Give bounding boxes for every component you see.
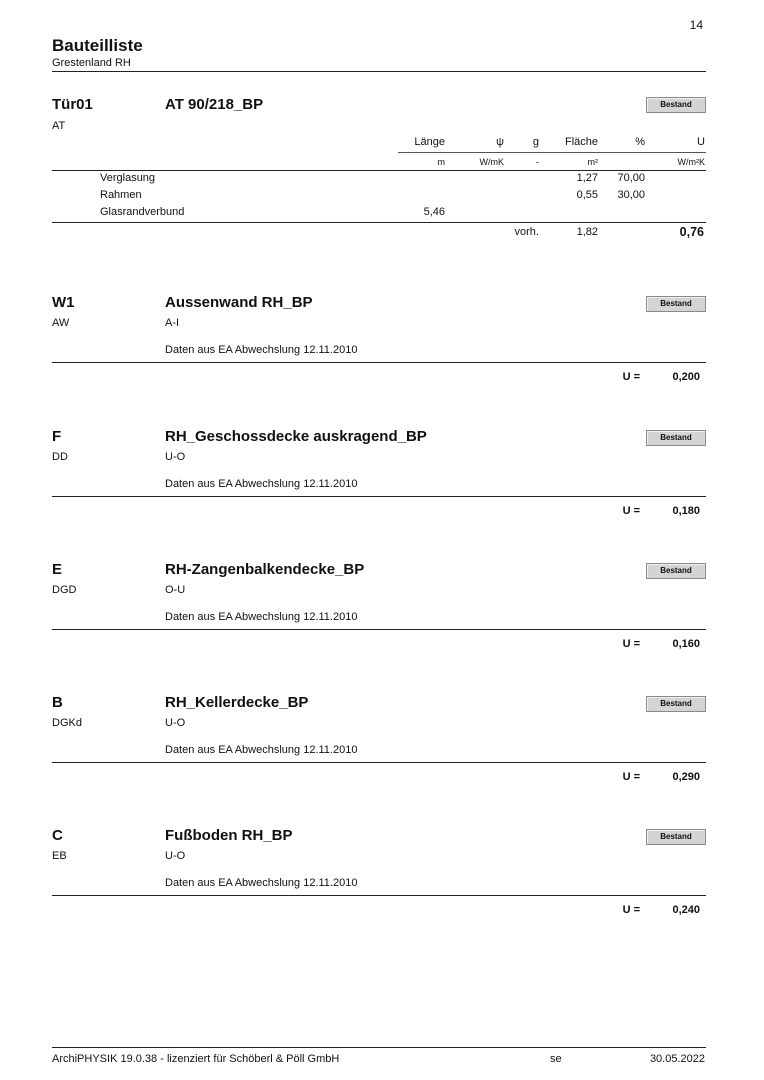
row-percent: 30,00 xyxy=(617,189,645,201)
row-label: Glasrandverbund xyxy=(100,206,185,218)
col-header-psi: ψ xyxy=(496,136,504,148)
u-label: U = xyxy=(622,771,640,783)
status-badge[interactable]: Bestand xyxy=(646,430,706,446)
u-label: U = xyxy=(622,638,640,650)
component-direction: U-O xyxy=(165,717,186,729)
component-type: DGKd xyxy=(52,717,82,729)
row-label: Rahmen xyxy=(100,189,142,201)
component-section xyxy=(52,294,706,394)
unit-g: - xyxy=(536,157,539,167)
u-value: 0,290 xyxy=(672,771,700,783)
component-section xyxy=(52,827,706,927)
u-label: U = xyxy=(622,371,640,383)
component-code: B xyxy=(52,694,63,711)
row-percent: 70,00 xyxy=(617,172,645,184)
row-label: Verglasung xyxy=(100,172,156,184)
page-number: 14 xyxy=(689,18,703,32)
table-total-divider xyxy=(52,222,706,223)
component-code: W1 xyxy=(52,294,75,311)
component-name: RH_Kellerdecke_BP xyxy=(165,694,309,711)
unit-laenge: m xyxy=(437,157,445,167)
total-u-value: 0,76 xyxy=(679,225,704,239)
component-direction: U-O xyxy=(165,451,186,463)
status-badge[interactable]: Bestand xyxy=(646,829,706,845)
component-direction: O-U xyxy=(165,584,186,596)
component-section xyxy=(52,428,706,528)
component-name: Fußboden RH_BP xyxy=(165,827,293,844)
project-name: Grestenland RH xyxy=(52,57,131,69)
column-header-divider xyxy=(398,152,706,153)
row-flaeche: 0,55 xyxy=(576,189,598,201)
data-source: Daten aus EA Abwechslung 12.11.2010 xyxy=(165,344,358,356)
data-source: Daten aus EA Abwechslung 12.11.2010 xyxy=(165,478,358,490)
component-name: RH_Geschossdecke auskragend_BP xyxy=(165,428,427,445)
component-type: AT xyxy=(52,120,66,132)
u-value: 0,160 xyxy=(672,638,700,650)
component-code: F xyxy=(52,428,62,445)
row-laenge: 5,46 xyxy=(423,206,445,218)
status-badge[interactable]: Bestand xyxy=(646,563,706,579)
component-code: C xyxy=(52,827,63,844)
u-value: 0,200 xyxy=(672,371,700,383)
footer-divider xyxy=(52,1047,706,1048)
component-type: DGD xyxy=(52,584,77,596)
status-badge[interactable]: Bestand xyxy=(646,296,706,312)
data-source: Daten aus EA Abwechslung 12.11.2010 xyxy=(165,744,358,756)
table-header-divider xyxy=(52,170,706,171)
page-title: Bauteilliste xyxy=(52,36,143,55)
total-flaeche: 1,82 xyxy=(576,226,598,238)
col-header-flaeche: Fläche xyxy=(564,136,598,148)
unit-psi: W/mK xyxy=(479,157,504,167)
col-header-percent: % xyxy=(635,136,645,148)
component-name: AT 90/218_BP xyxy=(165,96,264,113)
component-type: EB xyxy=(52,850,67,862)
component-code: Tür01 xyxy=(52,96,93,113)
footer-date: 30.05.2022 xyxy=(649,1053,705,1065)
component-direction: U-O xyxy=(165,850,186,862)
u-label: U = xyxy=(622,505,640,517)
section-divider xyxy=(52,762,706,763)
component-name: Aussenwand RH_BP xyxy=(165,294,313,311)
row-flaeche: 1,27 xyxy=(576,172,598,184)
total-label: vorh. xyxy=(514,226,539,238)
section-divider xyxy=(52,496,706,497)
status-badge[interactable]: Bestand xyxy=(646,696,706,712)
data-source: Daten aus EA Abwechslung 12.11.2010 xyxy=(165,877,358,889)
u-value: 0,180 xyxy=(672,505,700,517)
section-divider xyxy=(52,362,706,363)
u-label: U = xyxy=(622,904,640,916)
component-direction: A-I xyxy=(165,317,180,329)
component-code: E xyxy=(52,561,63,578)
status-badge[interactable]: Bestand xyxy=(646,97,706,113)
header-divider xyxy=(52,71,706,72)
footer-user: se xyxy=(550,1053,562,1065)
door-section xyxy=(52,96,706,246)
col-header-u: U xyxy=(697,136,705,148)
component-name: RH-Zangenbalkendecke_BP xyxy=(165,561,365,578)
col-header-g: g xyxy=(532,136,539,148)
unit-u: W/m²K xyxy=(677,157,705,167)
component-section xyxy=(52,694,706,794)
component-type: AW xyxy=(52,317,70,329)
component-type: DD xyxy=(52,451,68,463)
section-divider xyxy=(52,629,706,630)
data-source: Daten aus EA Abwechslung 12.11.2010 xyxy=(165,611,358,623)
footer-software: ArchiPHYSIK 19.0.38 - lizenziert für Schöberl & Pöll GmbH xyxy=(52,1053,340,1065)
unit-flaeche: m² xyxy=(587,157,598,167)
component-section xyxy=(52,561,706,661)
col-header-laenge: Länge xyxy=(414,136,445,148)
section-divider xyxy=(52,895,706,896)
u-value: 0,240 xyxy=(672,904,700,916)
